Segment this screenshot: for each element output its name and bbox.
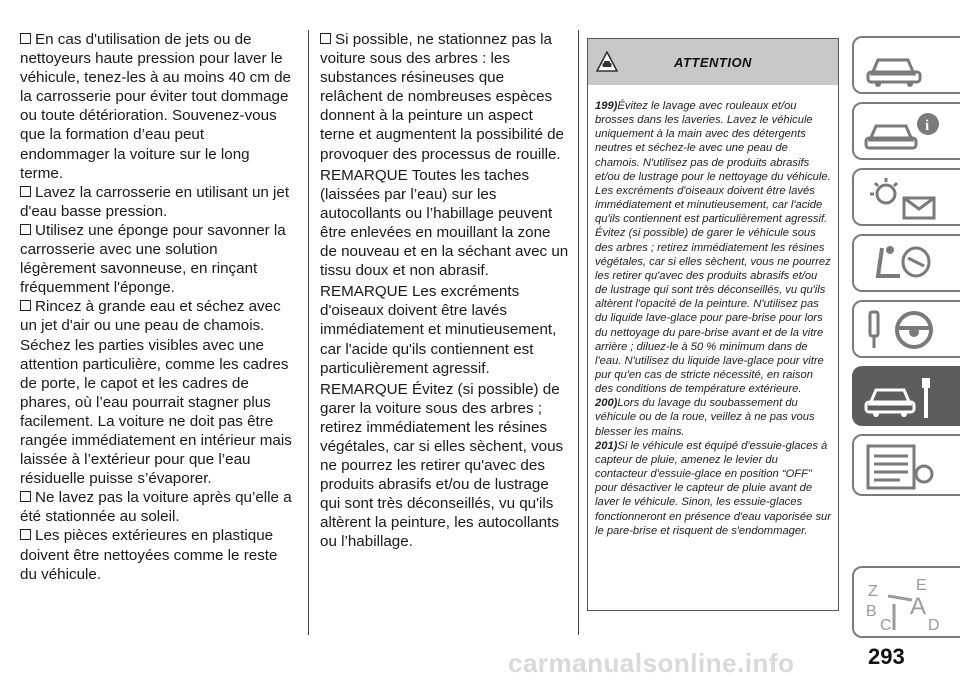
svg-text:E: E xyxy=(916,577,927,594)
column-divider xyxy=(308,30,309,635)
svg-text:D: D xyxy=(928,617,940,634)
bullet-square-icon xyxy=(20,224,31,235)
airbag-seat-icon xyxy=(864,242,944,288)
alphabetical-index-icon xyxy=(864,574,950,634)
bullet-square-icon xyxy=(20,33,31,44)
tab-car-dashboard[interactable] xyxy=(852,36,960,94)
attention-header xyxy=(588,39,838,85)
bullet-paragraph: Les pièces extérieures en plastique doivent être nettoyées comme le reste du véhicule. xyxy=(20,527,278,583)
warning-lights-icon xyxy=(864,176,944,222)
technical-data-list-icon xyxy=(864,442,944,492)
attention-note: 201)Si le véhicule est équipé d'essuie-glaces à capteur de pluie, amenez le levier du contacteur d'essuie-glace en position “OFF” pour désactiver le capteur de pluie avant de laver le véhicule. Sinon, les essuie-glaces fonctionneront en présence d'eau vaporisée sur le pare-brise et risquent de s'endommager. xyxy=(595,439,831,537)
attention-note: 199)Évitez le lavage avec rouleaux et/ou brosses dans les laveries. Lavez le véhicule uniquement à la main avec des détergents neutres et séchez-le avec une peau de chamois. N'utilisez pas de produits abrasifs et/ou de lustrage pour le nettoyage du véhicule. Les excréments d'oiseaux doivent être lavés immédiatement et minutieusement, car l'acide qu'ils contiennent est particulièrement agressif. Évitez (si possible) de garer le véhicule sous des arbres ; retirez immédiatement les résines végétales, car si elles sèchent, vous ne pourrez les retirer qu'avec des produits abrasifs et/ou de lustrage qui sont très déconseillés, vu qu'ils altèrent l'opacité de la peinture. N'utilisez pas du liquide lave-glace pour pare-brise pour lors du nettoyage du pare-brise avant et de la vitre arrière ; diluez-le à 50 % minimum dans de l'eau. N'utilisez du liquide lave-glace pour vitre pur qu'en cas de stricte nécessité, en raison des conditions de température extérieure. xyxy=(595,100,831,396)
bullet-paragraph: Rincez à grande eau et séchez avec un jet d'air ou une peau de chamois. Séchez les parties visibles avec une attention particulière, comme les cadres de porte, le capot et les cadres de phares, où l’eau pourrait stagner plus facilement. La voiture ne doit pas être rangée immédiatement en intérieur mais laissée à l’extérieur pour que l’eau résiduelle puisse s’évaporer. xyxy=(20,298,292,488)
bullet-square-icon xyxy=(20,491,31,502)
remark-paragraph: REMARQUE Toutes les taches (laissées par l’eau) sur les autocollants ou l’habillage peuvent être enlevées en mouillant la zone de nouveau et en la séchant avec un tissu doux et non abrasif. xyxy=(320,166,569,280)
attention-box xyxy=(587,38,839,611)
tab-technical-data[interactable] xyxy=(852,434,960,496)
text-column-left xyxy=(20,30,295,584)
bullet-paragraph: En cas d'utilisation de jets ou de nettoyeurs haute pression pour laver le véhicule, tenez-les à au moins 40 cm de la carrosserie pour éviter tout dommage ou toute détérioration. Souvenez-vous que la formation d’eau peut endommager la voiture sur le long terme. xyxy=(20,31,291,182)
car-info-icon xyxy=(864,110,944,154)
key-steering-wheel-icon xyxy=(864,308,944,354)
bullet-square-icon xyxy=(20,529,31,540)
svg-text:Z: Z xyxy=(868,583,878,600)
car-dashboard-icon xyxy=(864,44,924,88)
watermark: carmanualsonline.info xyxy=(508,648,795,678)
tab-maintenance-care[interactable] xyxy=(852,366,960,426)
svg-text:A: A xyxy=(910,593,927,620)
tab-index[interactable] xyxy=(852,566,960,638)
tab-warning-lights[interactable] xyxy=(852,168,960,226)
column-divider xyxy=(578,30,579,635)
svg-text:B: B xyxy=(866,603,877,620)
car-wrench-icon xyxy=(864,374,944,422)
bullet-paragraph: Ne lavez pas la voiture après qu’elle a été stationnée au soleil. xyxy=(20,489,292,526)
remark-paragraph: REMARQUE Évitez (si possible) de garer la voiture sous des arbres ; retirez immédiatement les résines végétales, car si elles sèchent, vous ne pourrez les retirer qu'avec des produits abrasifs et/ou de lustrage qui sont très déconseillés, vu qu'ils altèrent la peinture, les autocollants ou l’habillage. xyxy=(320,380,564,551)
bullet-square-icon xyxy=(320,33,331,44)
tab-car-info[interactable] xyxy=(852,102,960,160)
tab-starting-driving[interactable] xyxy=(852,300,960,358)
attention-notes xyxy=(588,85,838,538)
remark-paragraph: REMARQUE Les excréments d'oiseaux doivent être lavés immédiatement et minutieusement, car l'acide qu'ils contiennent est particulièrement agressif. xyxy=(320,283,557,377)
svg-text:C: C xyxy=(880,617,892,634)
svg-text:i: i xyxy=(925,118,930,134)
bullet-paragraph: Si possible, ne stationnez pas la voiture sous des arbres : les substances résineuses que relâchent de nombreuses espèces donnent à la peinture un aspect terne et augmentent la possibilité de provoquer des processus de rouille. xyxy=(320,31,565,163)
bullet-paragraph: Utilisez une éponge pour savonner la carrosserie avec une solution légèrement savonneuse, en rinçant fréquemment l'éponge. xyxy=(20,221,286,297)
page-number: 293 xyxy=(868,644,905,669)
tab-airbag-safety[interactable] xyxy=(852,234,960,292)
attention-note: 200)Lors du lavage du soubassement du véhicule ou de la roue, veillez à ne pas vous blesser les mains. xyxy=(595,397,815,438)
text-column-middle xyxy=(320,30,570,552)
bullet-square-icon xyxy=(20,300,31,311)
attention-title: ATTENTION xyxy=(674,55,752,70)
bullet-paragraph: Lavez la carrosserie en utilisant un jet d'eau basse pression. xyxy=(20,183,290,220)
bullet-square-icon xyxy=(20,186,31,197)
